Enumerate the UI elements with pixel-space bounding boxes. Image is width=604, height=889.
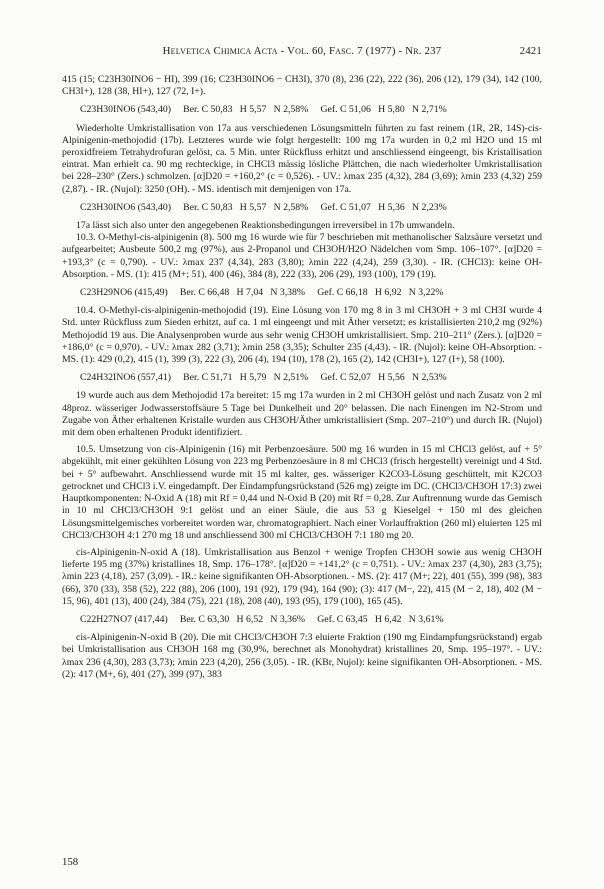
page-number: 2421 [519,45,542,57]
formula-line-4: C24H32INO6 (557,41) Ber. C 51,71 H 5,79 N 2,51% Gef. C 52,07 H 5,56 N 2,53% [80,372,447,384]
section-10-3: 10.3. O-Methyl-cis-alpinigenin (8). 500 mg 16 wurde wie für 7 beschrieben mit methanolischer Salzsäure versetzt und aufgearbeitet; Ausbeute 500,2 mg (97%), aus 2-Propanol und CH3OH/H2O Nädelchen vom Smp. 106–107°. [α]D20 = +193,3° (c = 0,790). - UV.: λmax 237 (4,34), 283 (3,80); λmin 222 (4,24), 259 (3,30). - IR. (CHCl3): keine OH-Absorption. - MS. (1): 415 (M+; 51), 400 (46), 384 (8), 222 (33), 206 (29), 193 (100), 179 (19). [62,232,542,280]
formula-line-2: C23H30INO6 (543,40) Ber. C 50,83 H 5,57 N 2,58% Gef. C 51,07 H 5,36 N 2,23% [80,201,447,213]
paragraph-n-oxide-a: cis-Alpinigenin-N-oxid A (18). Umkristallisation aus Benzol + wenige Tropfen CH3OH sowie aus wenig CH3OH lieferte 195 mg (37%) kristallines 18, Smp. 176–178°. [α]D20 = +141,2° (c = 0,751). - UV.: λmax 237 (4,30), 283 (3,75); λmin 223 (4,18), 257 (3,09). - IR.: keine signifikanten OH-Absorptionen. - MS. (2): 417 (M+; 22), 401 (55), 399 (98), 383 (66), 370 (33), 358 (52), 222 (88), 206 (100), 191 (92), 179 (94), 164 (90); (3): 417 (M−, 22), 415 (M − 2, 18), 402 (M − 15, 96), 401 (13), 400 (24), 384 (75), 221 (18), 208 (40), 193 (95), 179 (100), 165 (45). [62,546,542,607]
section-10-4: 10.4. O-Methyl-cis-alpinigenin-methojodid (19). Eine Lösung von 170 mg 8 in 3 ml CH3OH + 3 ml CH3I wurde 4 Std. unter Rückfluss zum Sieden erhitzt, auf ca. 1 ml eingeengt und mit Äther versetzt; es kristallisierten 210,2 mg (92%) Methojodid 19 aus. Die Analysenproben wurde aus sehr wenig CH3OH umkristallisiert. Smp. 210–211° (Zers.). [α]D20 = +186,0° (c = 0,970). - UV.: λmax 282 (3,71); λmin 258 (3,35); Schulter 235 (4,43). - IR. (Nujol): keine OH-Absorption. - MS. (1): 429 (0,2), 415 (1), 399 (3), 222 (3), 206 (4), 194 (10), 178 (2), 165 (2), 142 (CH3I+), 127 (I+), 58 (100). [62,305,542,366]
paragraph-recrystallization: Wiederholte Umkristallisation von 17a aus verschiedenen Lösungsmitteln führten zu fast reinem (1R, 2R, 14S)-cis-Alpinigenin-methojodid (17b). Letzteres wurde wie folgt hergestellt: 100 mg 17a wurden in 0,2 ml H2O und 15 ml peroxidfreiem Tetrahydrofuran gelöst, ca. 5 Min. unter Rückfluss erhitzt und anschliessend eingeengt, bis Kristallisation eintrat. Man erhielt ca. 90 mg rechteckige, in CHCl3 mässig lösliche Plättchen, die nach wiederholter Umkristallisation bei 228–230° (Zers.) schmolzen. [α]D20 = +160,2° (c = 0,526). - UV.: λmax 235 (4,32), 284 (3,69); λmin 233 (4,32) 259 (2,87). - IR. (Nujol): 3250 (OH). - MS. identisch mit demjenigen von 17a. [62,122,542,195]
section-10-5: 10.5. Umsetzung von cis-Alpinigenin (16) mit Perbenzoesäure. 500 mg 16 wurden in 15 ml CHCl3 gelöst, auf + 5° abgekühlt, mit einer gekühlten Lösung von 223 mg Perbenzoesäure in 8 ml CHCl3 (frisch hergestellt) vereinigt und 4 Std. bei + 5° aufbewahrt. Anschliessend wurde mit 15 ml kalter, ges. wässeriger K2CO3-Lösung geschüttelt, mit K2CO3 getrocknet und CHCl3 i.V. eingedampft. Der Eindampfungsrückstand (526 mg) zeigte im DC. (CHCl3/CH3OH 17:3) zwei Hauptkomponenten: N-Oxid A (18) mit Rf = 0,44 und N-Oxid B (20) mit Rf = 0,28. Zur Auftrennung wurde das Gemisch in 10 ml CHCl3/CH3OH 9:1 gelöst und an einer Säule, die aus 53 g Kieselgel + 150 ml des gleichen Lösungsmittelgemisches vorbereitet worden war, chromatographiert. Nach einer Vorlauffraktion (260 ml) eluierten 125 ml CHCl3/CH3OH 4:1 270 mg 18 und anschliessend 300 ml CHCl3/CH3OH 7:1 180 mg 20. [62,444,542,541]
formula-line-3: C23H29NO6 (415,49) Ber. C 66,48 H 7,04 N 3,38% Gef. C 66,18 H 6,92 N 3,22% [80,287,444,299]
paragraph-19-preparation: 19 wurde auch aus dem Methojodid 17a bereitet: 15 mg 17a wurden in 2 ml CH3OH gelöst und nach Zusatz von 2 ml 48proz. wässeriger Jodwasserstoffsäure 5 Tage bei Dunkelheit und 20° belassen. Die nach Einengen im N2-Strom und Zugabe von Äther erhaltenen Kristalle wurden aus CH3OH/Äther umkristallisiert (Smp. 207–210°) und durch IR. (Nujol) mit dem oben erhaltenen Produkt identifiziert. [62,390,542,439]
formula-line-5: C22H27NO7 (417,44) Ber. C 63,30 H 6,52 N 3,36% Gef. C 63,45 H 6,42 N 3,61% [80,613,444,625]
formula-line-1: C23H30INO6 (543,40) Ber. C 50,83 H 5,57 N 2,58% Gef. C 51,06 H 5,80 N 2,71% [80,104,447,116]
paragraph-n-oxide-b: cis-Alpinigenin-N-oxid B (20). Die mit CHCl3/CH3OH 7:3 eluierte Fraktion (190 mg Eindampfungsrückstand) ergab bei Umkristallisation aus CH3OH 168 mg (30,9%, berechnet als Monohydrat) kristallines 20, Smp. 195–197°. - UV.: λmax 236 (4,30), 283 (3,73); λmin 223 (4,20), 256 (3,05). - IR. (KBr, Nujol): keine signifikanten OH-Absorptionen. - MS. (2): 417 (M+, 6), 401 (27), 399 (97), 383 [62,632,542,680]
paragraph-ms-continued: 415 (15; C23H30INO6 − HI), 399 (16; C23H30INO6 − CH3I), 370 (8), 236 (22), 222 (36), 206 (12), 179 (34), 142 (100, CH3I+), 128 (38, HI+), 127 (72, I+). [62,74,542,98]
journal-title: Helvetica Chimica Acta - Vol. 60, Fasc. 7 (1977) - Nr. 237 [162,45,442,57]
footer-page-number: 158 [62,856,79,868]
paragraph-conversion-note: 17a lässt sich also unter den angegebenen Reaktionsbedingungen irreversibel in 17b umwandeln. [76,220,455,232]
article-body [62,74,542,681]
running-header [62,45,542,59]
